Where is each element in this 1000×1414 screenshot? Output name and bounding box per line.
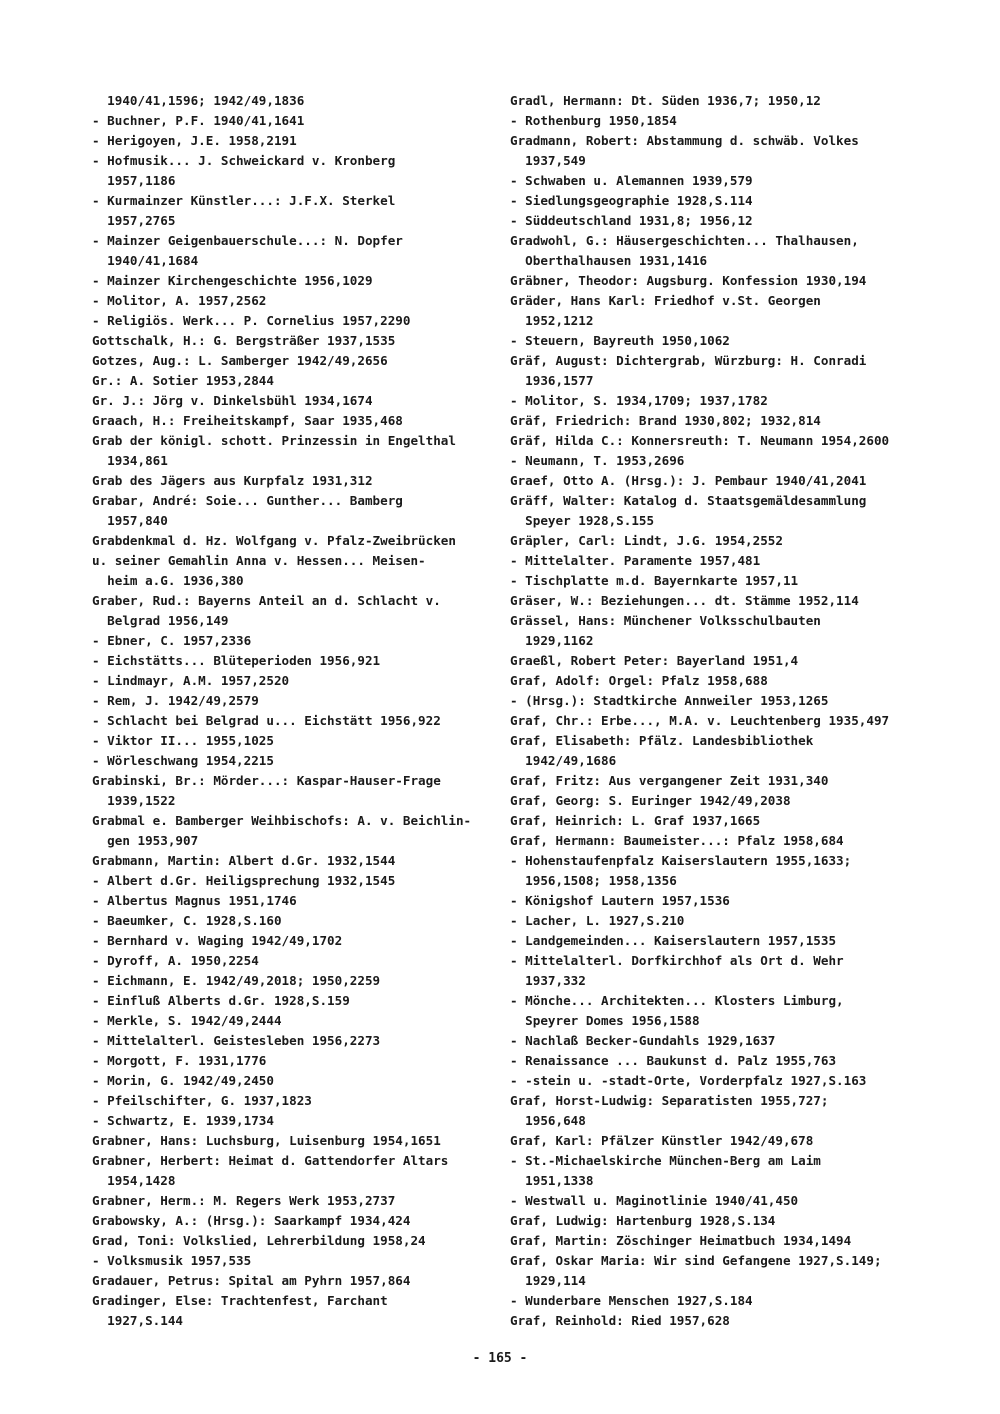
index-entry-line: Gotzes, Aug.: L. Samberger 1942/49,2656 [92, 353, 388, 368]
index-entry-line: Grabmal e. Bamberger Weihbischofs: A. v. Beichlin- [92, 813, 472, 828]
index-entry-line: - Neumann, T. 1953,2696 [510, 453, 685, 468]
index-entry-line: - Mittelalterl. Geistesleben 1956,2273 [92, 1033, 381, 1048]
index-entry-line: - Mainzer Kirchengeschichte 1956,1029 [92, 273, 373, 288]
index-entry-line: - Lindmayr, A.M. 1957,2520 [92, 673, 290, 688]
index-entry-line: heim a.G. 1936,380 [92, 573, 244, 588]
index-entry-line: - St.-Michaelskirche München-Berg am Laim [510, 1153, 821, 1168]
index-entry-line: - Religiös. Werk... P. Cornelius 1957,2290 [92, 313, 411, 328]
page-number: - 165 - [472, 1351, 528, 1366]
index-entry-line: - Ebner, C. 1957,2336 [92, 633, 252, 648]
index-entry-line: Gr. J.: Jörg v. Dinkelsbühl 1934,1674 [92, 393, 373, 408]
index-entry-line: - Molitor, S. 1934,1709; 1937,1782 [510, 393, 768, 408]
index-entry-line: Graef, Otto A. (Hrsg.): J. Pembaur 1940/41,2041 [510, 473, 867, 488]
index-entry-line: - Wörleschwang 1954,2215 [92, 753, 274, 768]
index-entry-line: - Bernhard v. Waging 1942/49,1702 [92, 933, 343, 948]
index-entry-line: - Steuern, Bayreuth 1950,1062 [510, 333, 730, 348]
index-entry-line: 1929,114 [510, 1273, 586, 1288]
index-entry-line: Grabner, Hans: Luchsburg, Luisenburg 1954,1651 [92, 1133, 441, 1148]
index-entry-line: Graach, H.: Freiheitskampf, Saar 1935,468 [92, 413, 403, 428]
index-entry-line: Grabner, Herbert: Heimat d. Gattendorfer Altars [92, 1153, 449, 1168]
index-entry-line: Graf, Chr.: Erbe..., M.A. v. Leuchtenberg 1935,497 [510, 713, 890, 728]
index-entry-line: Grabowsky, A.: (Hrsg.): Saarkampf 1934,424 [92, 1213, 411, 1228]
index-entry-line: - Hofmusik... J. Schweickard v. Kronberg [92, 153, 396, 168]
left-index-column [92, 91, 492, 1331]
index-entry-line: 1936,1577 [510, 373, 594, 388]
index-entry-line: 1957,840 [92, 513, 168, 528]
index-entry-line: - Renaissance ... Baukunst d. Palz 1955,763 [510, 1053, 837, 1068]
index-entry-line: - Morgott, F. 1931,1776 [92, 1053, 267, 1068]
index-entry-line: Gräff, Walter: Katalog d. Staatsgemäldesammlung [510, 493, 867, 508]
index-entry-line: - Albertus Magnus 1951,1746 [92, 893, 297, 908]
index-entry-line: Belgrad 1956,149 [92, 613, 229, 628]
index-entry-line: - Merkle, S. 1942/49,2444 [92, 1013, 282, 1028]
index-entry-line: Graf, Adolf: Orgel: Pfalz 1958,688 [510, 673, 768, 688]
index-entry-line: Grabar, André: Soie... Gunther... Bamberg [92, 493, 403, 508]
index-entry-line: 1937,332 [510, 973, 586, 988]
index-entry-line: Graf, Heinrich: L. Graf 1937,1665 [510, 813, 761, 828]
index-entry-line: Graf, Ludwig: Hartenburg 1928,S.134 [510, 1213, 776, 1228]
index-entry-line: Gradl, Hermann: Dt. Süden 1936,7; 1950,12 [510, 93, 821, 108]
index-entry-line: - Landgemeinden... Kaiserslautern 1957,1535 [510, 933, 837, 948]
index-entry-line: - Buchner, P.F. 1940/41,1641 [92, 113, 305, 128]
index-entry-line: - Mittelalterl. Dorfkirchhof als Ort d. Wehr [510, 953, 844, 968]
index-entry-line: Graf, Georg: S. Euringer 1942/49,2038 [510, 793, 791, 808]
index-entry-line: gen 1953,907 [92, 833, 199, 848]
index-entry-line: Gradmann, Robert: Abstammung d. schwäb. Volkes [510, 133, 859, 148]
index-entry-line: Gottschalk, H.: G. Bergsträßer 1937,1535 [92, 333, 396, 348]
index-entry-line: Speyer 1928,S.155 [510, 513, 655, 528]
index-entry-line: Graeßl, Robert Peter: Bayerland 1951,4 [510, 653, 799, 668]
index-entry-line: - (Hrsg.): Stadtkirche Annweiler 1953,1265 [510, 693, 829, 708]
index-entry-line: - Molitor, A. 1957,2562 [92, 293, 267, 308]
index-entry-line: - Rem, J. 1942/49,2579 [92, 693, 259, 708]
index-entry-line: - -stein u. -stadt-Orte, Vorderpfalz 1927,S.163 [510, 1073, 867, 1088]
index-entry-line: Gräf, August: Dichtergrab, Würzburg: H. Conradi [510, 353, 867, 368]
index-entry-line: - Süddeutschland 1931,8; 1956,12 [510, 213, 753, 228]
index-entry-line: - Westwall u. Maginotlinie 1940/41,450 [510, 1193, 799, 1208]
index-entry-line: 1954,1428 [92, 1173, 176, 1188]
index-entry-line: Graf, Elisabeth: Pfälz. Landesbibliothek [510, 733, 814, 748]
index-entry-line: Gräpler, Carl: Lindt, J.G. 1954,2552 [510, 533, 783, 548]
index-entry-line: Grabmann, Martin: Albert d.Gr. 1932,1544 [92, 853, 396, 868]
index-entry-line: - Lacher, L. 1927,S.210 [510, 913, 685, 928]
index-entry-line: 1940/41,1596; 1942/49,1836 [92, 93, 305, 108]
index-entry-line: - Siedlungsgeographie 1928,S.114 [510, 193, 753, 208]
index-entry-line: - Schwaben u. Alemannen 1939,579 [510, 173, 753, 188]
index-entry-line: - Volksmusik 1957,535 [92, 1253, 252, 1268]
index-entry-line: 1952,1212 [510, 313, 594, 328]
index-entry-line: - Hohenstaufenpfalz Kaiserslautern 1955,1633; [510, 853, 852, 868]
index-entry-line: 1927,S.144 [92, 1313, 183, 1328]
index-entry-line: Grabdenkmal d. Hz. Wolfgang v. Pfalz-Zweibrücken [92, 533, 456, 548]
index-entry-line: - Tischplatte m.d. Bayernkarte 1957,11 [510, 573, 799, 588]
right-index-column [510, 91, 930, 1331]
index-entry-line: Graf, Horst-Ludwig: Separatisten 1955,727; [510, 1093, 829, 1108]
index-entry-line: - Königshof Lautern 1957,1536 [510, 893, 730, 908]
index-entry-line: Grabner, Herm.: M. Regers Werk 1953,2737 [92, 1193, 396, 1208]
index-entry-line: Gradauer, Petrus: Spital am Pyhrn 1957,864 [92, 1273, 411, 1288]
index-entry-line: Gr.: A. Sotier 1953,2844 [92, 373, 274, 388]
index-entry-line: - Viktor II... 1955,1025 [92, 733, 274, 748]
index-entry-line: 1957,2765 [92, 213, 176, 228]
index-entry-line: - Dyroff, A. 1950,2254 [92, 953, 259, 968]
index-entry-line: - Schlacht bei Belgrad u... Eichstätt 1956,922 [92, 713, 441, 728]
index-entry-line: - Eichmann, E. 1942/49,2018; 1950,2259 [92, 973, 381, 988]
index-entry-line: - Einfluß Alberts d.Gr. 1928,S.159 [92, 993, 350, 1008]
index-entry-line: Graf, Fritz: Aus vergangener Zeit 1931,340 [510, 773, 829, 788]
index-entry-line: Graf, Oskar Maria: Wir sind Gefangene 1927,S.149; [510, 1253, 882, 1268]
index-entry-line: - Albert d.Gr. Heiligsprechung 1932,1545 [92, 873, 396, 888]
index-entry-line: Graf, Martin: Zöschinger Heimatbuch 1934,1494 [510, 1233, 852, 1248]
index-entry-line: u. seiner Gemahlin Anna v. Hessen... Meisen- [92, 553, 426, 568]
index-entry-line: Gräf, Hilda C.: Konnersreuth: T. Neumann 1954,2600 [510, 433, 890, 448]
index-entry-line: 1937,549 [510, 153, 586, 168]
index-entry-line: - Rothenburg 1950,1854 [510, 113, 677, 128]
index-entry-line: Graf, Reinhold: Ried 1957,628 [510, 1313, 730, 1328]
index-entry-line: - Mönche... Architekten... Klosters Limburg, [510, 993, 844, 1008]
index-entry-line: Gräser, W.: Beziehungen... dt. Stämme 1952,114 [510, 593, 859, 608]
index-entry-line: - Pfeilschifter, G. 1937,1823 [92, 1093, 312, 1108]
index-entry-line: Gräbner, Theodor: Augsburg. Konfession 1930,194 [510, 273, 867, 288]
index-entry-line: - Kurmainzer Künstler...: J.F.X. Sterkel [92, 193, 396, 208]
index-entry-line: 1951,1338 [510, 1173, 594, 1188]
index-entry-line: - Morin, G. 1942/49,2450 [92, 1073, 274, 1088]
index-entry-line: 1929,1162 [510, 633, 594, 648]
index-entry-line: 1934,861 [92, 453, 168, 468]
index-entry-line: 1957,1186 [92, 173, 176, 188]
index-entry-line: Grab des Jägers aus Kurpfalz 1931,312 [92, 473, 373, 488]
index-entry-line: - Wunderbare Menschen 1927,S.184 [510, 1293, 753, 1308]
index-entry-line: Gradwohl, G.: Häusergeschichten... Thalhausen, [510, 233, 859, 248]
index-entry-line: - Mainzer Geigenbauerschule...: N. Dopfer [92, 233, 403, 248]
index-entry-line: Oberthalhausen 1931,1416 [510, 253, 708, 268]
index-entry-line: 1956,648 [510, 1113, 586, 1128]
index-entry-line: - Baeumker, C. 1928,S.160 [92, 913, 282, 928]
index-entry-line: - Eichstätts... Blüteperioden 1956,921 [92, 653, 381, 668]
index-entry-line: 1940/41,1684 [92, 253, 199, 268]
index-entry-line: Grabinski, Br.: Mörder...: Kaspar-Hauser-Frage [92, 773, 441, 788]
index-entry-line: 1939,1522 [92, 793, 176, 808]
index-entry-line: Gräder, Hans Karl: Friedhof v.St. Georgen [510, 293, 821, 308]
index-entry-line: Graf, Karl: Pfälzer Künstler 1942/49,678 [510, 1133, 814, 1148]
index-entry-line: - Nachlaß Becker-Gundahls 1929,1637 [510, 1033, 776, 1048]
index-entry-line: Graf, Hermann: Baumeister...: Pfalz 1958,684 [510, 833, 844, 848]
index-entry-line: 1942/49,1686 [510, 753, 617, 768]
index-entry-line: Gräf, Friedrich: Brand 1930,802; 1932,814 [510, 413, 821, 428]
index-entry-line: - Schwartz, E. 1939,1734 [92, 1113, 274, 1128]
index-entry-line: Grad, Toni: Volkslied, Lehrerbildung 1958,24 [92, 1233, 426, 1248]
index-entry-line: - Herigoyen, J.E. 1958,2191 [92, 133, 297, 148]
index-entry-line: Grab der königl. schott. Prinzessin in Engelthal [92, 433, 456, 448]
index-entry-line: Graber, Rud.: Bayerns Anteil an d. Schlacht v. [92, 593, 441, 608]
index-entry-line: Speyrer Domes 1956,1588 [510, 1013, 700, 1028]
index-entry-line: 1956,1508; 1958,1356 [510, 873, 677, 888]
index-entry-line: Grässel, Hans: Münchener Volksschulbauten [510, 613, 821, 628]
index-entry-line: Gradinger, Else: Trachtenfest, Farchant [92, 1293, 388, 1308]
index-entry-line: - Mittelalter. Paramente 1957,481 [510, 553, 761, 568]
